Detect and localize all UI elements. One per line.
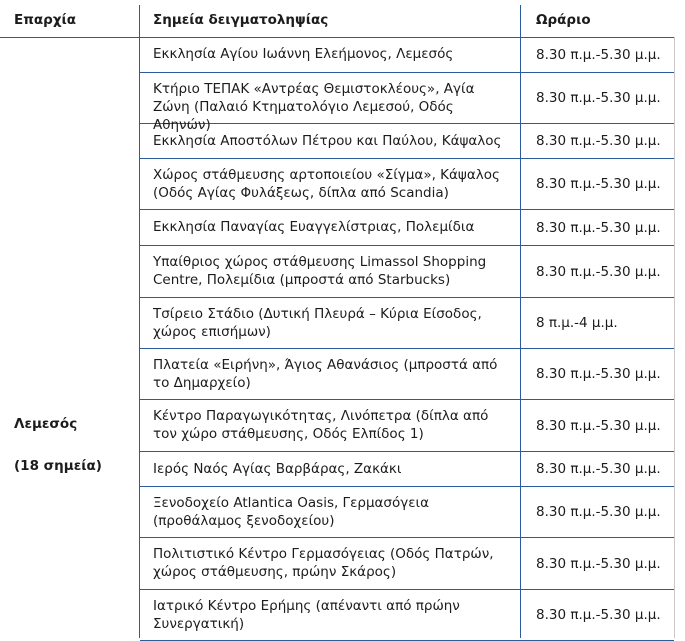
sampling-location: Κέντρο Παραγωγικότητας, Λινόπετρα (δίπλα από τον χώρο στάθμευσης, Οδός Ελπίδος 1)	[153, 408, 489, 442]
sampling-location: Χώρος στάθμευσης αρτοποιείου «Σίγμα», Κάψαλος (Οδός Αγίας Φυλάξεως, δίπλα από Scandia)	[153, 167, 500, 201]
sampling-location: Κτήριο ΤΕΠΑΚ «Αντρέας Θεμιστοκλέους», Αγία Ζώνη (Παλαιό Κτηματολόγιο Λεμεσού, Οδός Αθηνών)	[153, 81, 475, 133]
table-row	[140, 452, 674, 487]
header-province: Επαρχία	[14, 12, 77, 28]
sampling-location: Ιερός Ναός Αγίας Βαρβάρας, Ζακάκι	[153, 461, 402, 477]
table-row	[140, 246, 674, 298]
opening-hours: 8.30 π.μ.-5.30 μ.μ.	[536, 418, 661, 434]
province-name: Λεμεσός	[14, 416, 78, 432]
table-row	[140, 538, 674, 590]
table-row	[140, 349, 674, 400]
table-row	[140, 298, 674, 349]
opening-hours: 8.30 π.μ.-5.30 μ.μ.	[536, 504, 661, 520]
table-row	[140, 37, 674, 73]
table-row	[140, 73, 674, 133]
opening-hours: 8.30 π.μ.-5.30 μ.μ.	[536, 556, 661, 572]
opening-hours: 8.30 π.μ.-5.30 μ.μ.	[536, 133, 661, 149]
table-row	[140, 159, 674, 210]
sampling-location: Εκκλησία Παναγίας Ευαγγελίστριας, Πολεμίδια	[153, 219, 475, 235]
sampling-location: Ξενοδοχείο Atlantica Oasis, Γερμασόγεια (προθάλαμος ξενοδοχείου)	[153, 495, 430, 529]
sampling-location: Εκκλησία Αγίου Ιωάννη Ελεήμονος, Λεμεσός	[153, 46, 454, 62]
table-header	[0, 0, 675, 38]
table-row	[140, 487, 674, 538]
table-row	[140, 400, 674, 452]
table-body	[140, 37, 675, 641]
sampling-location: Πολιτιστικό Κέντρο Γερμασόγειας (Οδός Πατρών, χώρος στάθμευσης, πρώην Σκάρος)	[153, 546, 494, 580]
table-row	[140, 124, 674, 159]
opening-hours: 8.30 π.μ.-5.30 μ.μ.	[536, 176, 661, 192]
header-hours: Ωράριο	[536, 12, 591, 28]
opening-hours: 8.30 π.μ.-5.30 μ.μ.	[536, 366, 661, 382]
header-sampling-points: Σημεία δειγματοληψίας	[153, 12, 329, 28]
table-row	[140, 210, 674, 246]
opening-hours: 8.30 π.μ.-5.30 μ.μ.	[536, 607, 661, 623]
opening-hours: 8.30 π.μ.-5.30 μ.μ.	[536, 461, 661, 477]
opening-hours: 8.30 π.μ.-5.30 μ.μ.	[536, 90, 661, 106]
sampling-location: Πλατεία «Ειρήνη», Άγιος Αθανάσιος (μπροστά από το Δημαρχείο)	[153, 357, 498, 391]
sampling-location: Ιατρικό Κέντρο Ερήμης (απέναντι από πρώην Συνεργατική)	[153, 598, 460, 632]
table-row	[140, 590, 674, 641]
opening-hours: 8 π.μ.-4 μ.μ.	[536, 315, 618, 331]
opening-hours: 8.30 π.μ.-5.30 μ.μ.	[536, 47, 661, 63]
sampling-location: Υπαίθριος χώρος στάθμευσης Limassol Shopping Centre, Πολεμίδια (μπροστά από Starbucks)	[153, 254, 487, 288]
sampling-location: Τσίρειο Στάδιο (Δυτική Πλευρά – Κύρια Είσοδος, χώρος επισήμων)	[153, 306, 482, 340]
sampling-location: Εκκλησία Αποστόλων Πέτρου και Παύλου, Κάψαλος	[153, 133, 502, 149]
opening-hours: 8.30 π.μ.-5.30 μ.μ.	[536, 264, 661, 280]
province-point-count: (18 σημεία)	[14, 458, 102, 474]
opening-hours: 8.30 π.μ.-5.30 μ.μ.	[536, 220, 661, 236]
